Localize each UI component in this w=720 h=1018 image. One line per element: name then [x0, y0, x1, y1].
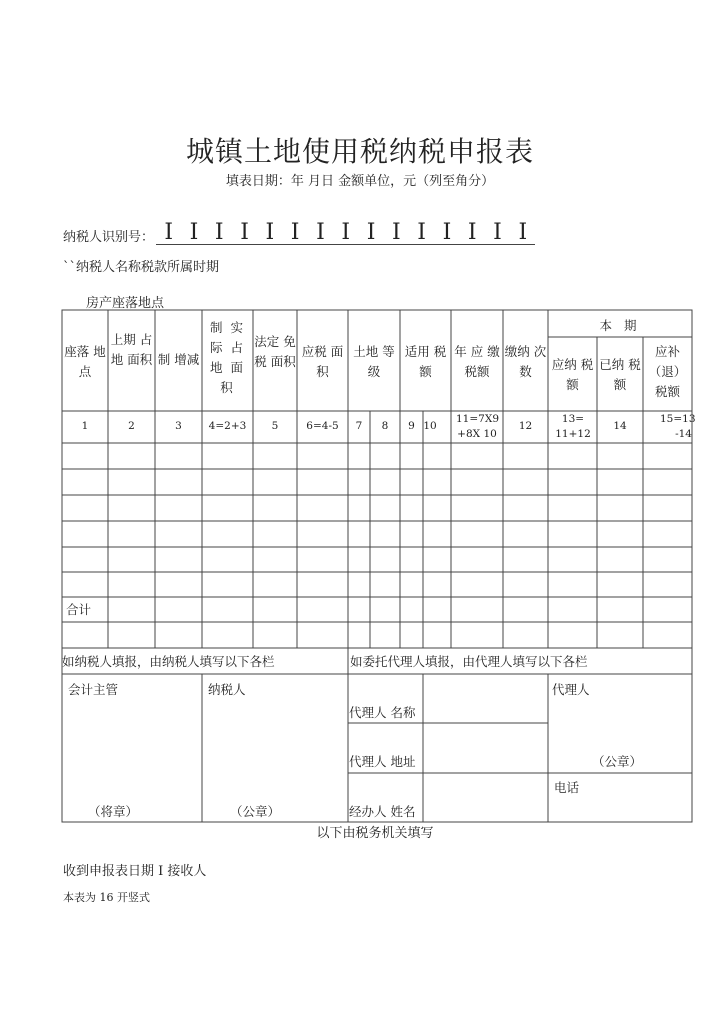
agent-fill-note: 如委托代理人填报，由代理人填写以下各栏	[350, 654, 588, 669]
col-payable-header: 应纳 税 额	[551, 357, 594, 392]
id-box: I	[493, 220, 502, 245]
agent-address-label: 代理人 地址	[349, 754, 416, 769]
index-cell: 8	[381, 420, 389, 432]
id-box: I	[391, 220, 401, 245]
index-cell: 9	[408, 420, 415, 432]
handler-name-label: 经办人 姓名	[349, 804, 416, 819]
index-cell: 10	[423, 420, 437, 432]
id-box: I	[240, 220, 249, 245]
fill-date-line: 填表日期：年 月日 金额单位，元（列至角分）	[225, 174, 495, 189]
accountant-seal: （将章）	[88, 804, 139, 819]
id-box: I	[417, 220, 426, 245]
index-cell: 3	[175, 420, 182, 432]
index-cell: 5	[271, 420, 279, 432]
total-label: 合计	[66, 602, 92, 617]
col-rate-header: 适用 税额	[404, 344, 447, 379]
taxpayer-label: 纳税人	[208, 682, 246, 697]
id-box: I	[518, 220, 528, 245]
col-taxable-area-header: 应税 面积	[301, 344, 344, 379]
col-change-header: 制 增减	[157, 352, 200, 367]
col-actual-area-header: 制 实 际 占 地 面 积	[210, 320, 245, 395]
index-cell: 6=4-5	[306, 420, 339, 432]
id-box: I	[265, 220, 275, 245]
id-box: I	[341, 220, 351, 245]
index-cell: 2	[128, 420, 135, 432]
page-title: 城镇土地使用税纳税申报表	[185, 135, 534, 168]
property-location-label: 房产座落地点	[86, 296, 165, 311]
col-annual-tax-header: 年 应 缴 税额	[454, 344, 500, 379]
col-installments-header: 缴纳 次 数	[504, 344, 547, 379]
taxpayer-fill-note: 如纳税人填报，由纳税人填写以下各栏	[62, 654, 275, 669]
id-box: I	[442, 220, 452, 245]
index-cell: 12	[518, 420, 533, 432]
id-box: I	[316, 220, 325, 245]
phone-label: 电话	[554, 780, 580, 795]
receipt-line: 收到申报表日期 I 接收人	[63, 864, 207, 879]
taxpayer-seal: （公章）	[230, 804, 281, 819]
index-cell: 1	[81, 420, 89, 432]
col-paid-header: 已纳 税 额	[599, 357, 641, 392]
id-box: I	[214, 220, 224, 245]
col-refund-header: 应补 （退） 税额	[648, 344, 687, 399]
id-box: I	[164, 220, 174, 245]
index-cell: 4=2+3	[208, 420, 247, 432]
index-cell: 7	[355, 420, 363, 432]
index-cell: 15=13 -14	[660, 413, 696, 440]
col-land-grade-header: 土地 等级	[353, 344, 395, 379]
col-prev-area-header: 上期 占地 面积	[110, 332, 153, 367]
taxpayer-id-label: 纳税人识别号：	[63, 230, 155, 245]
agent-label: 代理人	[552, 682, 590, 697]
index-cell: 13= 11+12	[555, 413, 591, 440]
id-box: I	[467, 220, 477, 245]
tax-office-note: 以下由税务机关填写	[316, 826, 434, 841]
current-period-header: 本 期	[599, 318, 641, 333]
col-location-header: 座落 地 点	[64, 344, 106, 379]
id-box: I	[290, 220, 300, 245]
agent-name-label: 代理人 名称	[349, 705, 416, 720]
id-box: I	[189, 220, 199, 245]
col-exempt-area-header: 法定 免税 面积	[254, 334, 296, 369]
index-cell: 14	[613, 420, 627, 432]
id-box: I	[366, 220, 376, 245]
index-cell: 11=7X9 +8X 10	[456, 413, 499, 440]
taxpayer-name-period: ``纳税人名称税款所属时期	[63, 260, 220, 275]
format-note: 本表为 16 开竖式	[63, 891, 150, 904]
agent-seal: （公章）	[592, 754, 643, 769]
accountant-label: 会计主管	[68, 682, 119, 697]
